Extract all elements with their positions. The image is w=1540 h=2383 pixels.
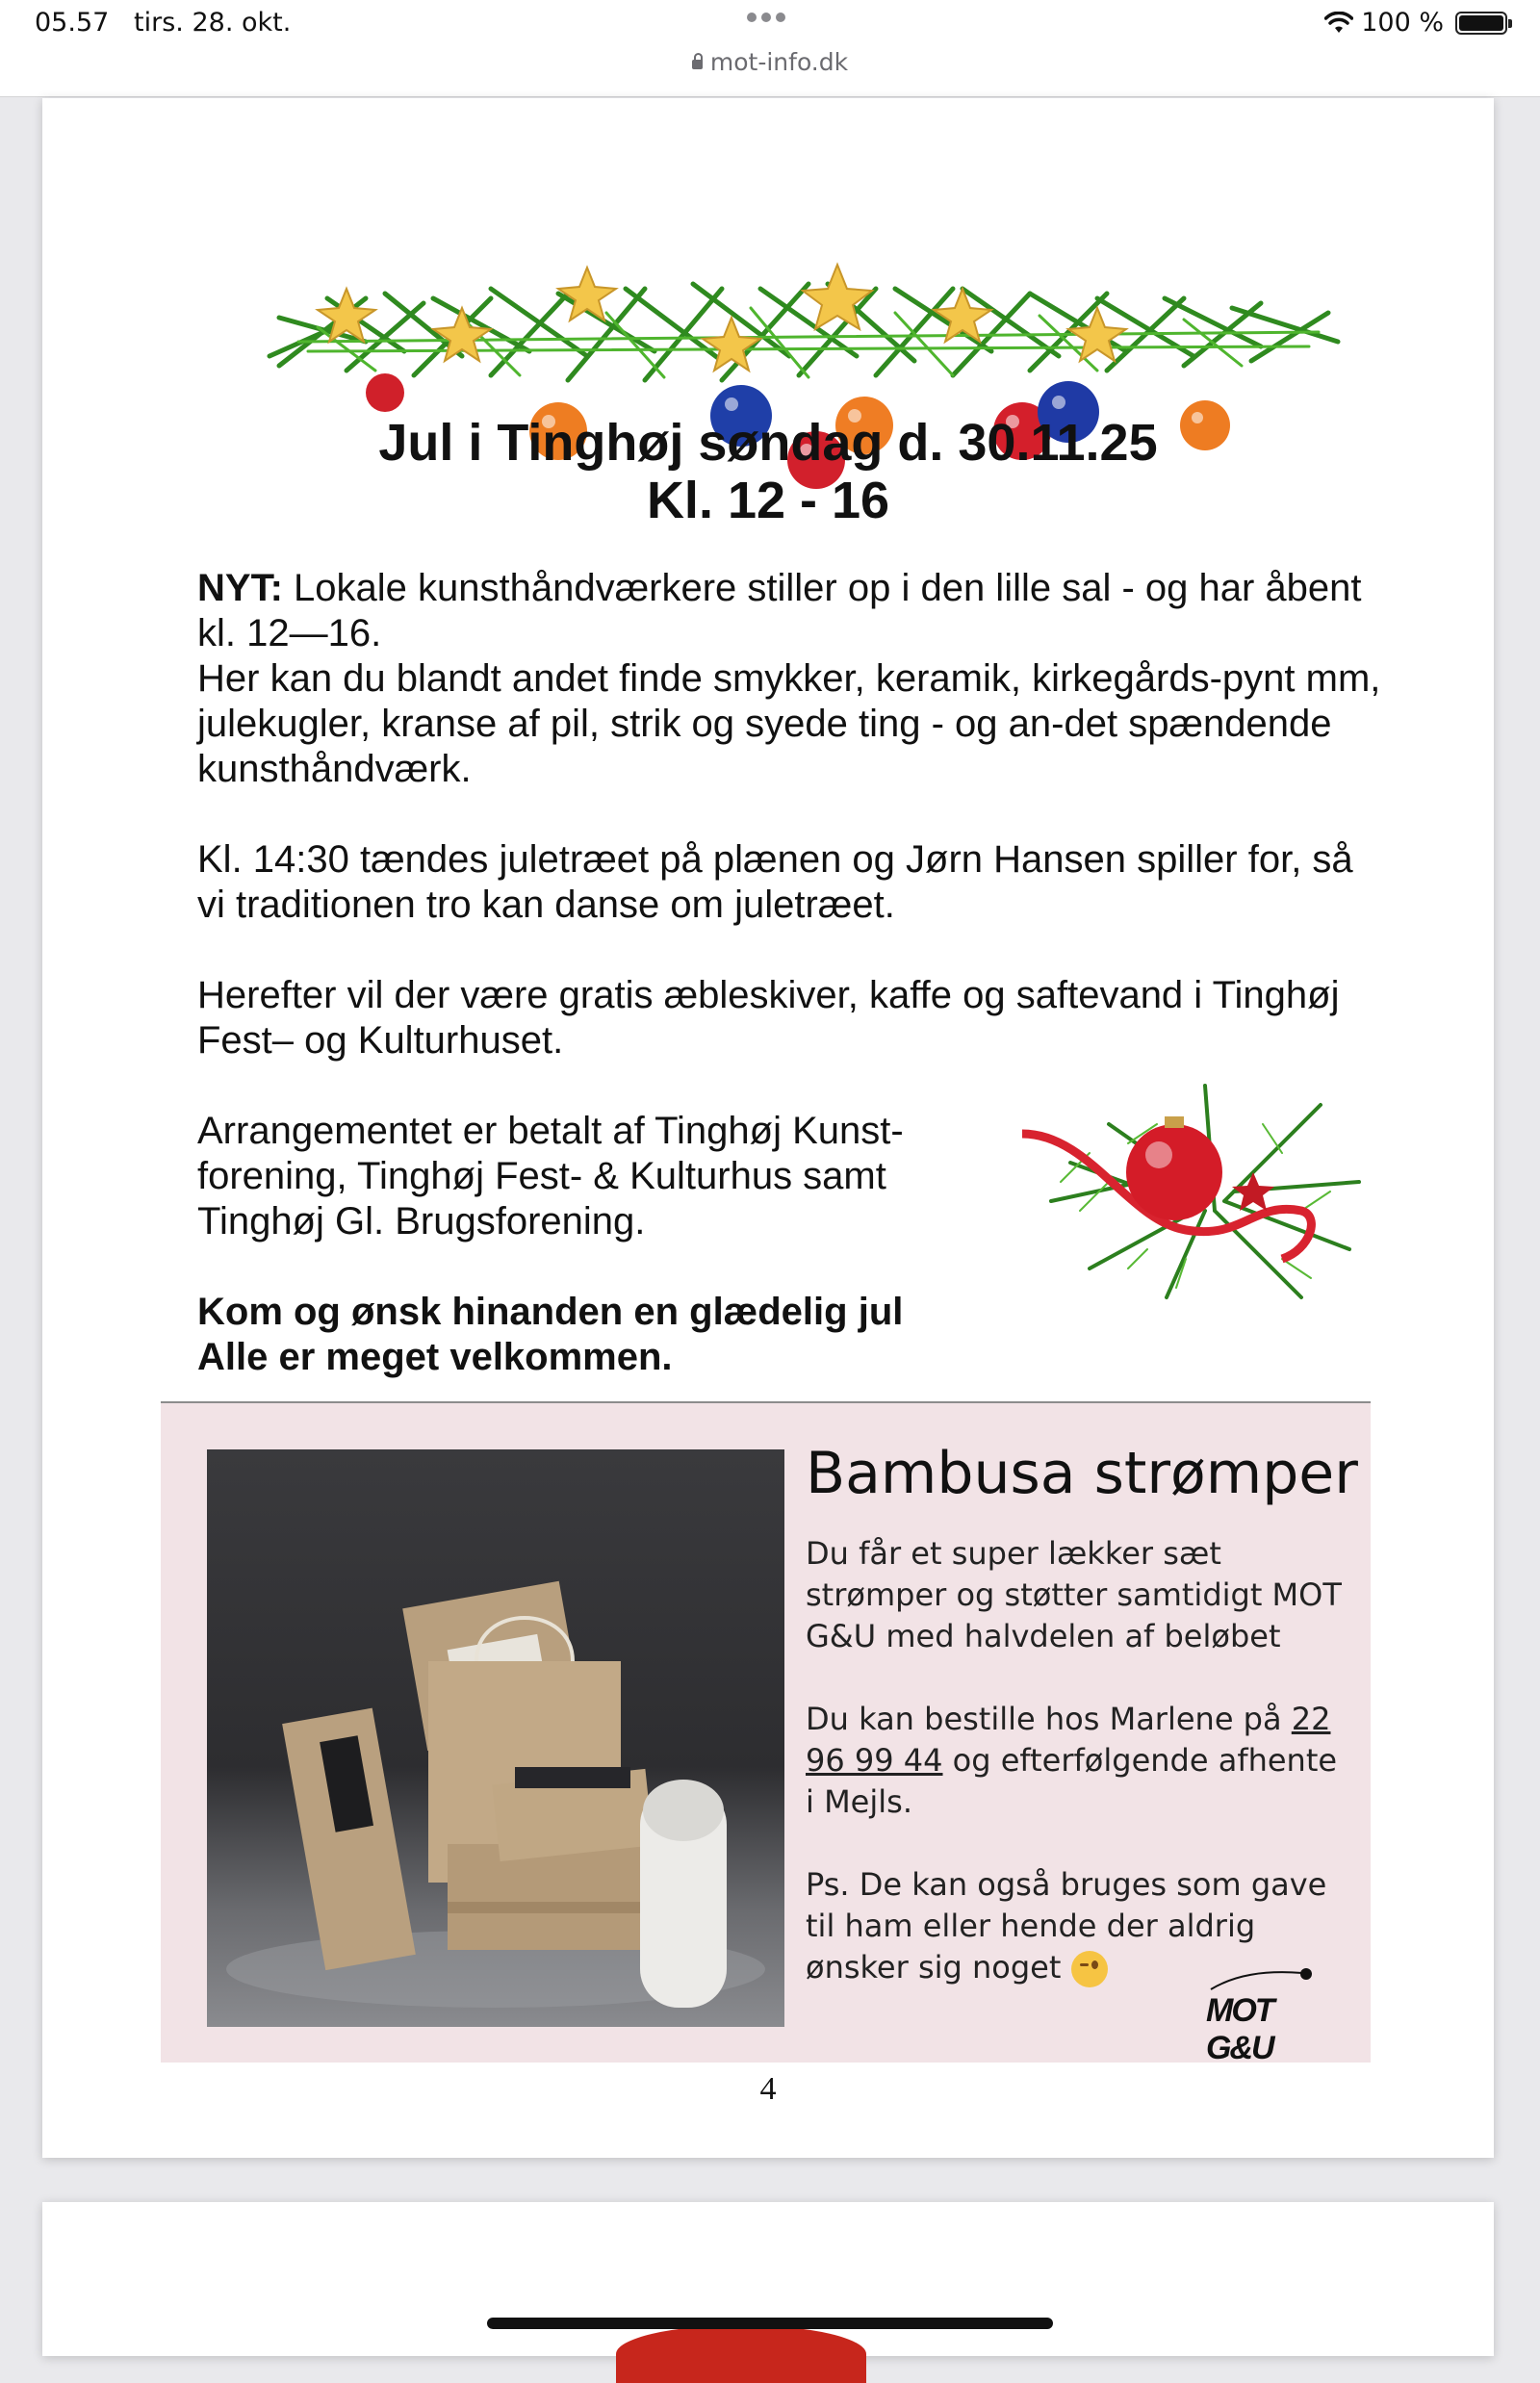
phone-link[interactable]: 22 96 99 44 <box>806 1701 1331 1779</box>
ad-text <box>806 1533 1345 2030</box>
bambusa-ad <box>161 1401 1371 2066</box>
closing-text <box>197 1290 958 1380</box>
mot-logo-text: MOT G&U <box>1206 1992 1273 2066</box>
paragraph-tree-lighting: Kl. 14:30 tændes juletræet på plænen og Jørn Hansen spiller for, så vi traditionen tro kan danse om juletræet. <box>197 838 1353 926</box>
battery-percent: 100 % <box>1361 8 1444 38</box>
status-time: 05.57 <box>35 8 110 38</box>
next-page-red-shape <box>616 2325 866 2383</box>
winking-face-icon <box>1071 1951 1108 1987</box>
status-bar <box>0 0 1540 97</box>
closing-line-1: Kom og ønsk hinanden en glædelig jul <box>197 1291 904 1333</box>
ad-order-text: Du kan bestille hos Marlene på <box>806 1701 1292 1737</box>
ad-pickup-text: og efterfølgende afhente i Mejls. <box>806 1742 1338 1820</box>
event-title <box>42 414 1494 529</box>
paragraph-news <box>197 566 1391 792</box>
url-text: mot-info.dk <box>709 48 849 76</box>
wifi-icon <box>1324 12 1353 35</box>
home-indicator[interactable] <box>487 2318 1053 2329</box>
gift-box-illustration <box>207 1449 784 2027</box>
page-number: 4 <box>759 2071 777 2107</box>
news-text-2: Her kan du blandt andet finde smykker, keramik, kirkegårds-pynt mm, julekugler, kranse af pil, strik og syede ting - og an-det spændende kunsthåndværk. <box>197 657 1381 790</box>
ad-ps-text: Ps. De kan også bruges som gave til ham eller hende der aldrig ønsker sig noget <box>806 1866 1327 1986</box>
ad-paragraph-2 <box>806 1699 1345 1823</box>
newsletter-page <box>42 98 1494 2158</box>
status-date: tirs. 28. okt. <box>134 8 292 38</box>
event-title-line1: Jul i Tinghøj søndag d. 30.11.25 <box>378 414 1158 472</box>
closing-line-2: Alle er meget velkommen. <box>197 1336 673 1378</box>
mot-gu-logo <box>1206 1965 1322 2066</box>
battery-icon <box>1455 12 1507 35</box>
event-title-line2: Kl. 12 - 16 <box>646 472 890 529</box>
status-time-date <box>35 8 291 38</box>
news-label: NYT: <box>197 567 283 609</box>
sock-packaging-photo <box>207 1449 784 2027</box>
ad-paragraph-1: Du får et super lækker sæt strømper og støtter samtidigt MOT G&U med halvdelen af beløbet <box>806 1535 1342 1654</box>
lock-icon <box>692 60 703 69</box>
paragraph-refreshments: Herefter vil der være gratis æbleskiver, kaffe og saftevand i Tinghøj Fest– og Kulturhuset. <box>197 974 1340 1062</box>
christmas-ornament-image <box>1013 1066 1378 1307</box>
news-text: Lokale kunsthåndværkere stiller op i den lille sal - og har åbent kl. 12—16. <box>197 567 1362 654</box>
mot-logo-swoosh-icon <box>1206 1965 1322 1994</box>
paragraph-sponsors: Arrangementet er betalt af Tinghøj Kunst-forening, Tinghøj Fest- & Kulturhus samt Tinghøj Gl. Brugsforening. <box>197 1110 904 1243</box>
ad-title: Bambusa strømper <box>806 1440 1358 1507</box>
status-right <box>1324 8 1507 38</box>
address-bar[interactable] <box>0 48 1540 76</box>
multitasking-dots-icon[interactable] <box>747 10 793 29</box>
